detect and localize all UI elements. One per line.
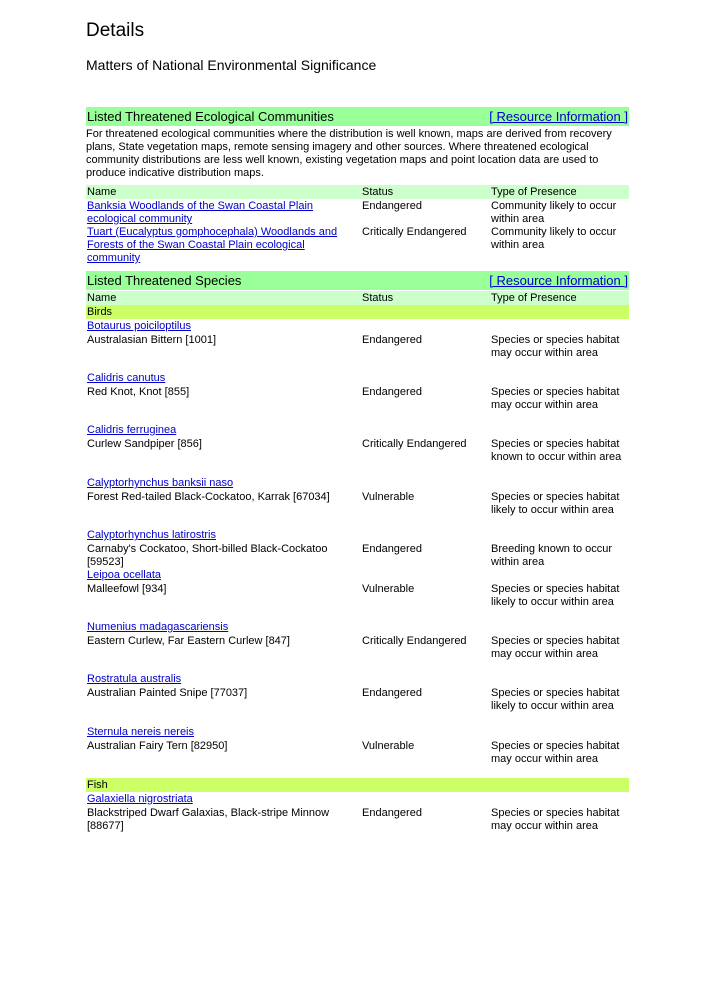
species-sci-link[interactable]: Numenius madagascariensis [87, 621, 229, 633]
tec-name-link[interactable]: Tuart (Eucalyptus gomphocephala) Woodlands and Forests of the Swan Coastal Plain ecological community [87, 226, 338, 264]
species-sci-link[interactable]: Calyptorhynchus latirostris [87, 529, 216, 541]
species-common: Blackstriped Dwarf Galaxias, Black-stripe Minnow [88677] [87, 807, 330, 832]
species-status: Vulnerable [362, 583, 415, 595]
species-heading: Listed Threatened Species [87, 273, 242, 288]
tec-presence: Community likely to occur within area [491, 226, 617, 251]
species-status: Vulnerable [362, 740, 415, 752]
species-resource-link[interactable]: [ Resource Information ] [489, 273, 628, 288]
species-sci-link[interactable]: Rostratula australis [87, 673, 182, 685]
tec-presence: Community likely to occur within area [491, 200, 617, 225]
group-label: Fish [87, 779, 108, 791]
species-status: Endangered [362, 687, 422, 699]
species-common: Australian Fairy Tern [82950] [87, 740, 228, 752]
species-column-header [86, 291, 629, 305]
species-sci-link[interactable]: Galaxiella nigrostriata [87, 793, 193, 805]
group-header-birds [86, 305, 629, 319]
species-presence: Species or species habitat likely to occur within area [491, 687, 620, 712]
col-name: Name [87, 292, 117, 304]
species-status: Endangered [362, 386, 422, 398]
species-sci-link[interactable]: Calidris canutus [87, 372, 166, 384]
tec-status: Critically Endangered [362, 226, 467, 238]
page-subtitle: Matters of National Environmental Significance [86, 57, 377, 73]
tec-name-link[interactable]: Banksia Woodlands of the Swan Coastal Plain ecological community [87, 200, 314, 225]
species-common: Australian Painted Snipe [77037] [87, 687, 248, 699]
col-status: Status [362, 292, 394, 304]
species-presence: Species or species habitat known to occur within area [491, 438, 622, 463]
species-sci-link[interactable]: Sternula nereis nereis [87, 726, 195, 738]
group-label: Birds [87, 306, 113, 318]
species-sci-link[interactable]: Botaurus poiciloptilus [87, 320, 191, 332]
page-title: Details [86, 20, 145, 41]
col-presence: Type of Presence [491, 292, 577, 304]
species-presence: Species or species habitat may occur within area [491, 740, 620, 765]
species-sci-link[interactable]: Calidris ferruginea [87, 424, 177, 436]
species-common: Curlew Sandpiper [856] [87, 438, 202, 450]
species-status: Endangered [362, 807, 422, 819]
group-header-fish [86, 778, 629, 792]
species-common: Australasian Bittern [1001] [87, 334, 217, 346]
species-status: Vulnerable [362, 491, 415, 503]
col-presence: Type of Presence [491, 186, 577, 198]
tec-intro: For threatened ecological communities where the distribution is well known, maps are derived from recovery plans, State vegetation maps, remote sensing imagery and other sources. Where threatened ecological community distributions are less well known, existing vegetation maps and point location data are used to produce indicative distribution maps. [86, 128, 612, 179]
species-status: Critically Endangered [362, 635, 467, 647]
species-presence: Species or species habitat may occur within area [491, 635, 620, 660]
species-common: Eastern Curlew, Far Eastern Curlew [847] [87, 635, 290, 647]
species-presence: Species or species habitat may occur within area [491, 334, 620, 359]
species-presence: Species or species habitat may occur within area [491, 386, 620, 411]
tec-section-header [86, 107, 629, 126]
species-presence: Species or species habitat may occur within area [491, 807, 620, 832]
col-status: Status [362, 186, 394, 198]
tec-status: Endangered [362, 200, 422, 212]
tec-resource-link[interactable]: [ Resource Information ] [489, 109, 628, 124]
species-status: Endangered [362, 334, 422, 346]
species-presence: Species or species habitat likely to occur within area [491, 491, 620, 516]
species-sci-link[interactable]: Leipoa ocellata [87, 569, 162, 581]
tec-column-header [86, 185, 629, 199]
species-common: Malleefowl [934] [87, 583, 167, 595]
species-section-header [86, 271, 629, 290]
species-common: Red Knot, Knot [855] [87, 386, 190, 398]
species-status: Critically Endangered [362, 438, 467, 450]
species-sci-link[interactable]: Calyptorhynchus banksii naso [87, 477, 234, 489]
species-common: Carnaby's Cockatoo, Short-billed Black-Cockatoo [59523] [87, 543, 328, 568]
species-status: Endangered [362, 543, 422, 555]
species-presence: Species or species habitat likely to occur within area [491, 583, 620, 608]
species-presence: Breeding known to occur within area [491, 543, 613, 568]
species-common: Forest Red-tailed Black-Cockatoo, Karrak [67034] [87, 491, 330, 503]
tec-heading: Listed Threatened Ecological Communities [87, 109, 334, 124]
col-name: Name [87, 186, 117, 198]
